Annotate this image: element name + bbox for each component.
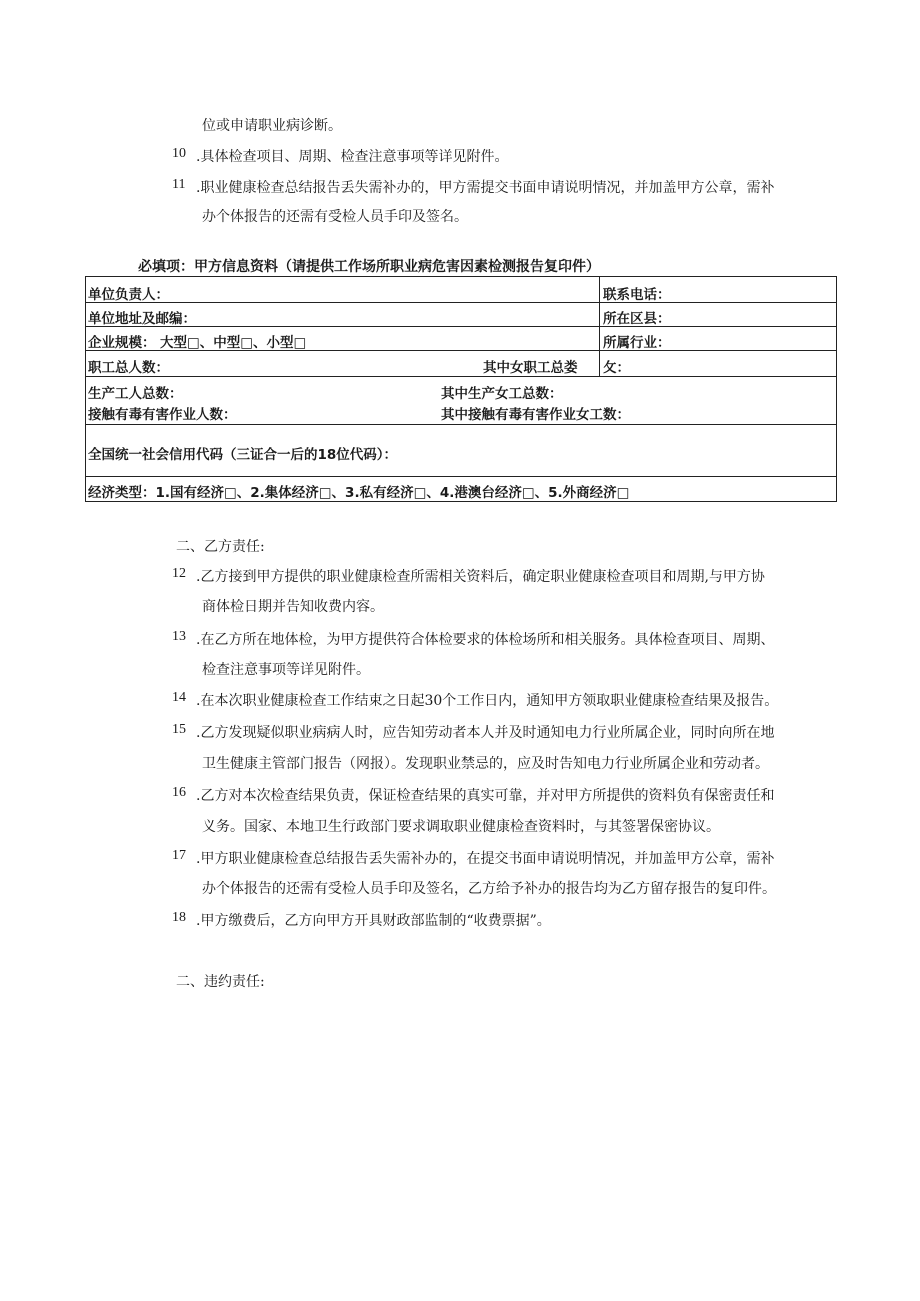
- address-postcode-label: 单位地址及邮编：: [88, 311, 196, 327]
- item-number: 14: [172, 690, 186, 705]
- total-staff-label: 职工总人数：: [88, 360, 169, 376]
- table-row: [86, 401, 836, 425]
- item-text-cont: 卫生健康主管部门报告（网报）。发现职业禁忌的，应及时告知电力行业所属企业和劳动者。: [202, 756, 769, 772]
- hazard-staff-label: 接触有毒有害作业人数：: [88, 407, 237, 423]
- item-text: .乙方发现疑似职业病病人时，应告知劳动者本人并及时通知电力行业所属企业，同时向所在地: [196, 725, 775, 741]
- table-row: [86, 477, 836, 501]
- item-text-cont: 商体检日期并告知收费内容。: [202, 599, 384, 615]
- item-text: .甲方缴费后，乙方向甲方开具财政部监制的“收费票据”。: [196, 913, 551, 929]
- table-heading: 必填项：甲方信息资料（请提供工作场所职业病危害因素检测报告复印件）: [138, 259, 600, 275]
- female-hazard-staff-label: 其中接触有毒有害作业女工数：: [441, 407, 630, 423]
- item-text: .职业健康检查总结报告丢失需补办的，甲方需提交书面申请说明情况，并加盖甲方公章，需补: [196, 180, 775, 196]
- table-row: [86, 327, 836, 351]
- item-number: 18: [172, 910, 186, 925]
- item-number: 13: [172, 629, 186, 644]
- item-number: 10: [172, 146, 186, 161]
- female-staff-label-tail: 攵：: [603, 360, 630, 376]
- table-row: [86, 351, 836, 377]
- item-text-cont: 办个体报告的还需有受检人员手印及签名。: [202, 209, 468, 225]
- item-text: .具体检查项目、周期、检查注意事项等详见附件。: [196, 149, 509, 165]
- table-row: [86, 277, 836, 303]
- item-number: 11: [172, 177, 186, 192]
- item-number: 15: [172, 722, 186, 737]
- item-text-cont: 检查注意事项等详见附件。: [202, 662, 370, 678]
- credit-code-label: 全国统一社会信用代码（三证合一后的18位代码）：: [88, 447, 398, 463]
- enterprise-scale-checkboxes[interactable]: 大型□、中型□、小型□: [160, 335, 307, 351]
- item-number: 17: [172, 848, 186, 863]
- section-title: 二、乙方责任:: [176, 539, 265, 555]
- section-title: 二、违约责任:: [176, 974, 265, 990]
- female-staff-label: 其中女职工总娄: [483, 360, 578, 376]
- table-row: [86, 425, 836, 477]
- item-text: .在乙方所在地体检，为甲方提供符合体检要求的体检场所和相关服务。具体检查项目、周期、: [196, 632, 775, 648]
- production-staff-label: 生产工人总数：: [88, 386, 183, 402]
- contact-phone-label: 联系电话：: [603, 287, 671, 303]
- item-text: .甲方职业健康检查总结报告丢失需补办的，在提交书面申请说明情况，并加盖甲方公章，需补: [196, 851, 775, 867]
- unit-leader-label: 单位负责人：: [88, 287, 169, 303]
- item9-tail: 位或申请职业病诊断。: [202, 118, 342, 134]
- industry-label: 所属行业：: [603, 335, 671, 351]
- item-text: .乙方对本次检查结果负责，保证检查结果的真实可靠，并对甲方所提供的资料负有保密责任和: [196, 788, 775, 804]
- item-number: 12: [172, 566, 186, 581]
- female-production-staff-label: 其中生产女工总数：: [441, 386, 563, 402]
- district-label: 所在区县：: [603, 311, 671, 327]
- item-text: .乙方接到甲方提供的职业健康检查所需相关资料后，确定职业健康检查项目和周期,与甲方协: [196, 569, 765, 585]
- table-row: [86, 303, 836, 327]
- enterprise-scale-label: 企业规模：: [88, 335, 156, 351]
- item-text-cont: 办个体报告的还需有受检人员手印及签名，乙方给予补办的报告均为乙方留存报告的复印件。: [202, 881, 776, 897]
- economy-type-checkboxes[interactable]: 经济类型：1.国有经济□、2.集体经济□、3.私有经济□、4.港澳台经济□、5.外商经济□: [88, 485, 630, 501]
- party-a-info-table: [85, 276, 837, 502]
- item-text: .在本次职业健康检查工作结束之日起30个工作日内，通知甲方领取职业健康检查结果及报告。: [196, 693, 779, 709]
- item-text-cont: 义务。国家、本地卫生行政部门要求调取职业健康检查资料时，与其签署保密协议。: [202, 819, 720, 835]
- item-number: 16: [172, 785, 186, 800]
- table-row: [86, 377, 836, 401]
